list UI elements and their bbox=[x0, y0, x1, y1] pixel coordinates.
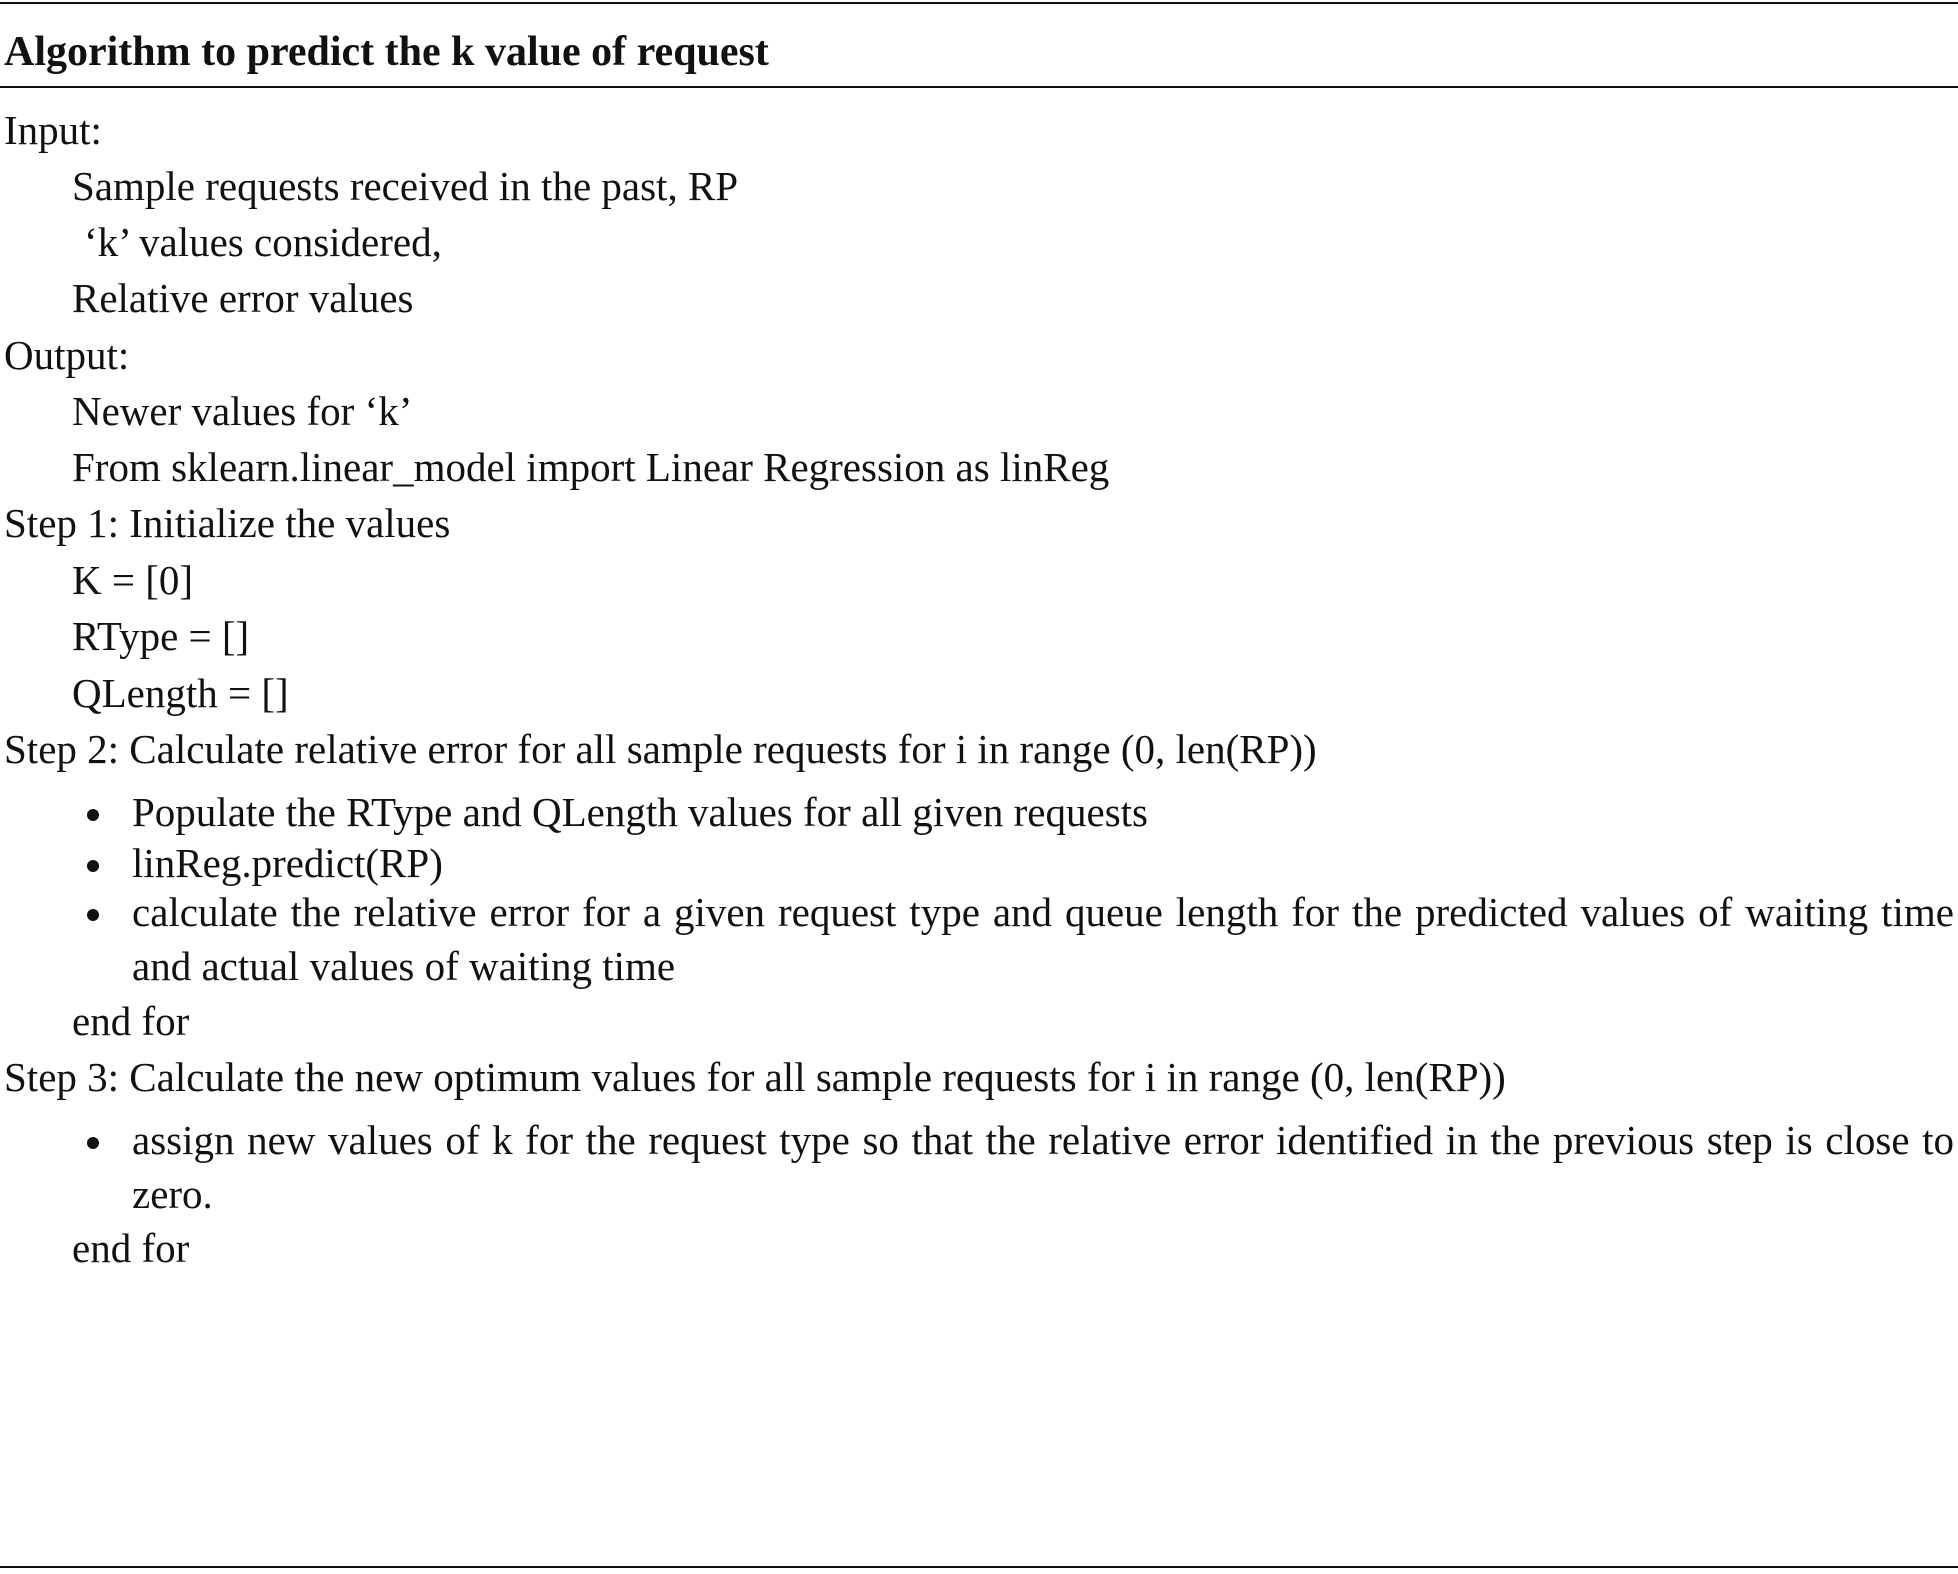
input-item-2: ‘k’ values considered, bbox=[84, 219, 442, 265]
output-item-2: From sklearn.linear_model import Linear Regression as linReg bbox=[72, 444, 1110, 490]
step2-bullet-3 bbox=[82, 885, 1954, 993]
top-rule bbox=[0, 2, 1958, 4]
step3-label: Step 3: Calculate the new optimum values for all sample requests for i in range (0, len(RP)) bbox=[4, 1054, 1506, 1100]
step1-item-2: RType = [] bbox=[72, 613, 250, 659]
step1-item-1: K = [0] bbox=[72, 557, 194, 603]
input-item-1: Sample requests received in the past, RP bbox=[72, 163, 739, 209]
bullet-dot bbox=[87, 809, 99, 821]
bullet-dot bbox=[87, 860, 99, 872]
step2-bullet-2 bbox=[82, 836, 1954, 890]
step3-bullet-1-text: assign new values of k for the request type so that the relative error identified in the previous step is close to zero. bbox=[132, 1117, 1954, 1217]
step2-bullet-1 bbox=[82, 785, 1954, 839]
header-rule bbox=[0, 86, 1958, 88]
step2-label: Step 2: Calculate relative error for all sample requests for i in range (0, len(RP)) bbox=[4, 726, 1317, 772]
step2-bullet-3-text: calculate the relative error for a given request type and queue length for the predicted values of waiting time and actual values of waiting time bbox=[132, 889, 1954, 989]
bottom-rule bbox=[0, 1566, 1958, 1568]
step3-bullet-1 bbox=[82, 1113, 1954, 1221]
step2-end: end for bbox=[72, 998, 190, 1044]
bullet-dot bbox=[87, 1137, 99, 1149]
step1-label: Step 1: Initialize the values bbox=[4, 500, 451, 546]
output-item-1: Newer values for ‘k’ bbox=[72, 388, 413, 434]
step1-item-3: QLength = [] bbox=[72, 670, 289, 716]
bullet-dot bbox=[87, 909, 99, 921]
step2-bullet-2-text: linReg.predict(RP) bbox=[132, 840, 443, 886]
input-label: Input: bbox=[4, 107, 102, 153]
algorithm-title: Algorithm to predict the k value of request bbox=[4, 29, 769, 75]
step2-bullet-1-text: Populate the RType and QLength values for all given requests bbox=[132, 789, 1148, 835]
step3-end: end for bbox=[72, 1225, 190, 1271]
input-item-3: Relative error values bbox=[72, 275, 414, 321]
output-label: Output: bbox=[4, 332, 130, 378]
